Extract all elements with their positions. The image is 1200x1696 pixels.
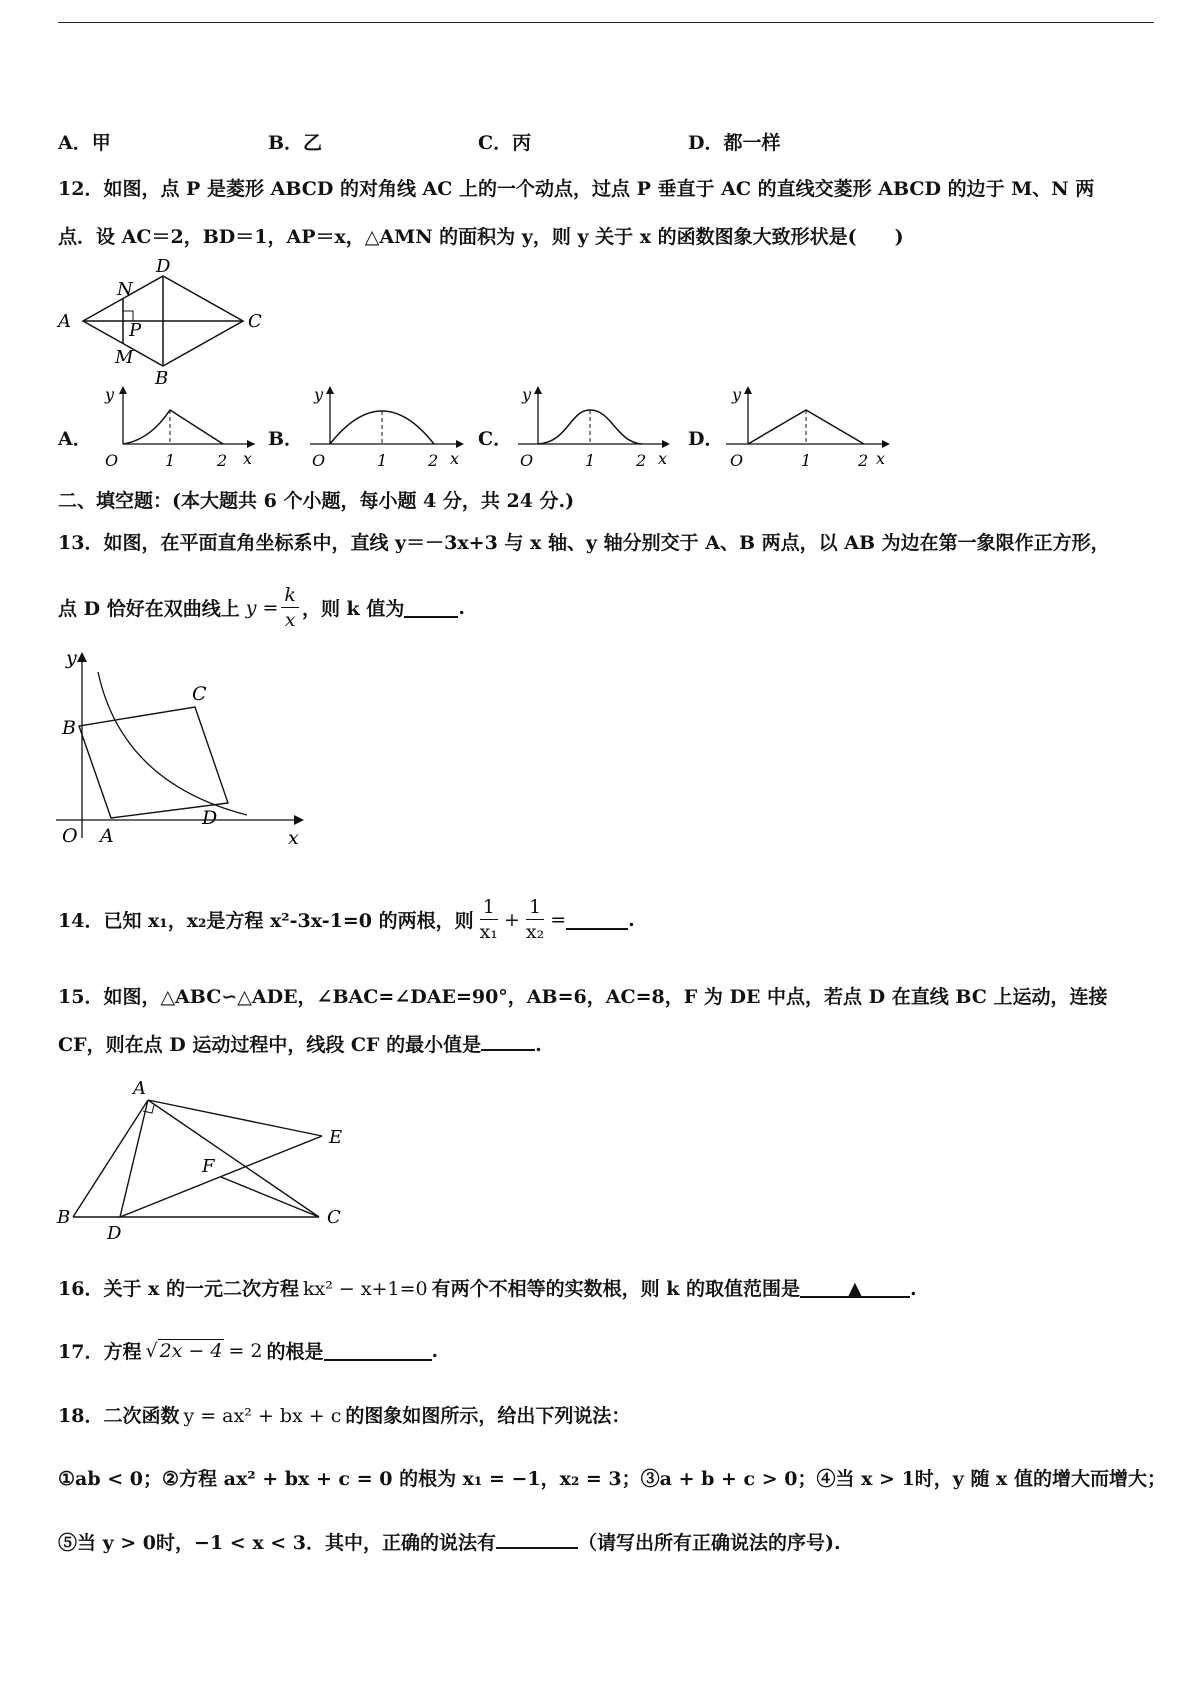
q13-x: x [284,609,296,631]
q15-line2-text: CF，则在点 D 运动过程中，线段 CF 的最小值是 [58,1034,482,1056]
q17-radicand: 2x − 4 [159,1340,223,1362]
graph-c-y-label: y [522,385,532,404]
q16-post: 有两个不相等的实数根，则 k 的取值范围是 [431,1278,800,1300]
q14-eq: = [550,908,567,931]
triangle-similarity-figure [55,1075,355,1245]
q14-num-1: 1 [480,895,498,920]
graph-option-d-label: D． [688,428,724,450]
q18-line1 [58,1401,630,1428]
q16-end: . [909,1278,917,1300]
graph-b [300,382,470,474]
graph-b-o-label: O [312,451,326,470]
q18-equation: y = ax² + bx + c [183,1405,342,1427]
graph-a-x-label: x [243,449,253,468]
graph-a-two-label: 2 [217,451,228,470]
graph-d-y-label: y [732,385,742,404]
graph-d-o-label: O [730,451,744,470]
graph-c-o-label: O [520,451,534,470]
q12-line1: 12．如图，点 P 是菱形 ABCD 的对角线 AC 上的一个动点，过点 P 垂直于 AC 的直线交菱形 ABCD 的边于 M、N 两 [58,178,1095,200]
q13-answer-blank[interactable] [404,598,458,618]
q13-line2 [58,583,465,632]
q16-equation: kx² − x+1=0 [303,1278,428,1300]
graph-b-one-label: 1 [377,451,388,470]
graph-c-one-label: 1 [585,451,596,470]
q14-pre: 14．已知 x₁，x₂是方程 x²-3x-1=0 的两根，则 [58,910,474,932]
q13-pre: 点 D 恰好在双曲线上 [58,598,240,620]
graph-d-one-label: 1 [801,451,812,470]
fig15-f-label: F [202,1156,215,1177]
fig13-o-label: O [62,825,78,847]
graph-b-y-label: y [314,385,324,404]
q13-post: ，则 k 值为 [301,598,405,620]
graph-b-x-label: x [450,449,460,468]
q17-pre: 17．方程 [58,1341,142,1363]
q16-pre: 16．关于 x 的一元二次方程 [58,1278,299,1300]
fig15-b-label: B [57,1207,71,1228]
fig13-y-label: y [66,648,77,669]
q16-line [58,1274,917,1301]
q17-line [58,1337,438,1364]
label-p: P [129,320,142,341]
fig13-c-label: C [192,683,207,705]
q12-line2: 点．设 AC＝2，BD＝1，AP＝x，△AMN 的面积为 y，则 y 关于 x 的函数图象大致形状是( ) [58,226,904,248]
graph-d [716,382,896,474]
graph-option-c-label: C． [478,428,513,450]
q13-end: . [458,596,465,619]
q16-answer-blank[interactable] [800,1278,910,1298]
graph-a-o-label: O [105,451,119,470]
q14-answer-blank[interactable] [566,910,628,930]
label-m: M [115,347,134,368]
section-heading: 二、填空题：(本大题共 6 个小题，每小题 4 分，共 24 分.) [58,490,575,512]
q15-line1: 15．如图，△ABC∽△ADE，∠BAC=∠DAE=90°，AB=6，AC=8，F 为 DE 中点，若点 D 在直线 BC 上运动，连接 [58,986,1108,1008]
q18-post: 的图象如图所示，给出下列说法： [345,1405,631,1427]
q14-num-2: 1 [526,895,544,920]
square-hyperbola-figure [52,648,312,848]
fig15-e-label: E [329,1127,343,1148]
choice-b: B．乙 [268,132,323,154]
label-b: B [155,368,169,386]
q16-triangle-mark: ▲ [847,1278,863,1300]
q18-pre: 18．二次函数 [58,1405,180,1427]
graph-option-b-label: B． [268,428,304,450]
label-n: N [117,279,133,300]
q18-line2: ①ab < 0；②方程 ax² + bx + c = 0 的根为 x₁ = −1，x₂ = 3；③a + b + c > 0；④当 x > 1时，y 随 x 值的增大而增大； [58,1468,1167,1490]
q17-answer-blank[interactable] [324,1341,432,1361]
q14-plus: + [503,908,520,931]
q18-answer-blank[interactable] [496,1529,578,1549]
label-c: C [248,311,262,332]
q14-end: . [628,908,635,931]
q13-k: k [281,583,299,608]
q13-fraction [281,583,299,632]
choice-a: A．甲 [58,132,111,154]
graph-d-x-label: x [876,449,886,468]
q14-den-2: x₂ [525,921,545,943]
q17-post: 的根是 [266,1341,324,1363]
q17-eq: = 2 [228,1339,263,1362]
choice-c: C．丙 [478,132,532,154]
q18-line3 [58,1528,841,1555]
q18-line3-post: （请写出所有正确说法的序号). [578,1532,841,1554]
q15-end: . [535,1034,542,1056]
q13-y-eq: y = [245,596,279,619]
q15-answer-blank[interactable] [481,1031,535,1051]
graph-d-two-label: 2 [858,451,869,470]
q13-line1: 13．如图，在平面直角坐标系中，直线 y＝－3x+3 与 x 轴、y 轴分别交于 A、B 两点，以 AB 为边在第一象限作正方形， [58,532,1110,554]
choice-d: D．都一样 [688,132,781,154]
graph-option-a-label: A． [58,428,92,450]
q14-fraction-2 [523,895,547,944]
fig13-b-label: B [62,717,76,739]
graph-c-two-label: 2 [636,451,647,470]
q18-line3-pre: ⑤当 y > 0时，−1 < x < 3．其中，正确的说法有 [58,1532,497,1554]
fig13-a-label: A [100,825,114,847]
q17-end: . [431,1339,439,1362]
label-a: A [58,311,71,332]
graph-a [95,382,265,474]
rhombus-figure [55,258,285,386]
fig15-a-label: A [133,1078,146,1099]
q15-line2 [58,1030,542,1057]
graph-c [508,382,678,474]
q14-fraction-1 [477,895,501,944]
header-rule [58,22,1154,23]
graph-c-x-label: x [658,449,668,468]
fig13-x-label: x [288,827,299,848]
fig15-d-label: D [107,1223,122,1244]
fig15-c-label: C [327,1207,341,1228]
graph-a-y-label: y [105,385,115,404]
graph-a-one-label: 1 [165,451,176,470]
sqrt-icon: √ [145,1339,158,1362]
fig13-d-label: D [202,807,218,829]
graph-b-two-label: 2 [428,451,439,470]
label-d: D [156,258,171,277]
q14-line [58,895,635,944]
q14-den-1: x₁ [479,921,498,943]
